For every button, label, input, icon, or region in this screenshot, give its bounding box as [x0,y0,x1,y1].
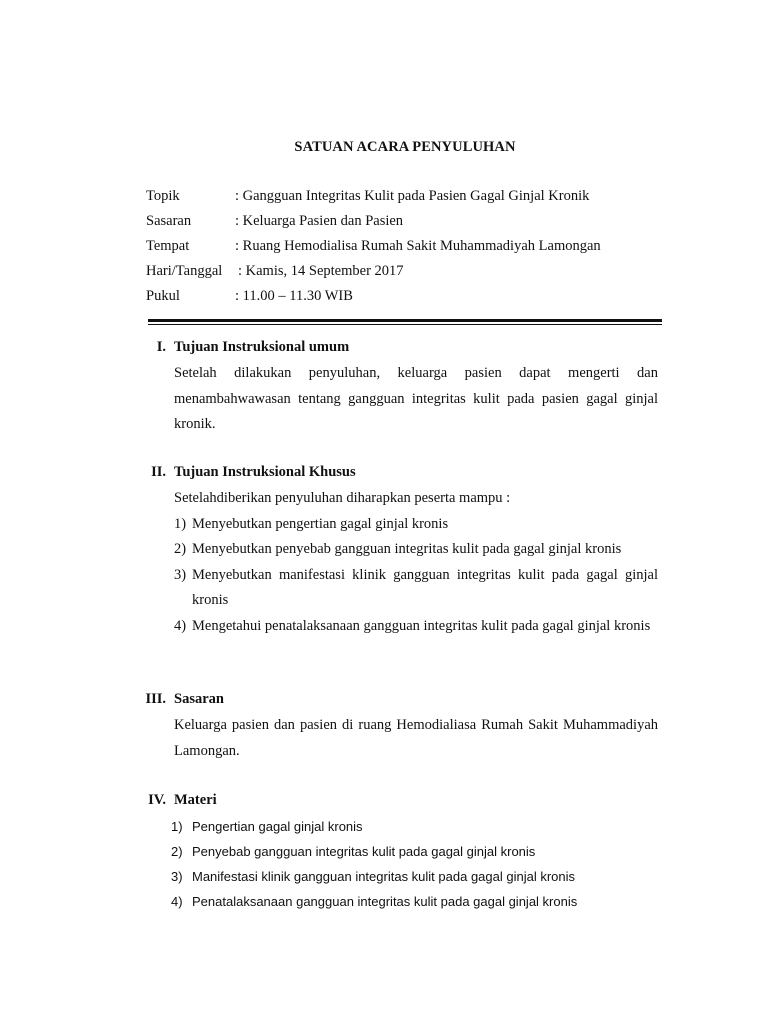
section-paragraph: Setelah dilakukan penyuluhan, keluarga pasien dapat mengerti dan menambahwawasan tentang gangguan integritas kulit pada pasien gagal ginjal kronik. [174,365,658,432]
meta-label: Sasaran [146,213,192,229]
section-heading [140,689,660,713]
meta-value: : Keluarga Pasien dan Pasien [235,213,404,229]
meta-label: Topik [146,188,180,204]
list-item-number: 2) [171,844,183,859]
list-item-number: 3) [174,566,187,583]
section-number: II. [151,464,166,480]
meta-row-tempat [146,236,666,261]
meta-value: : Kamis, 14 September 2017 [238,263,404,279]
list-item [171,839,658,864]
list-item-number: 4) [171,894,183,909]
list-item [171,889,658,914]
section-tujuan-khusus [140,462,660,639]
section-heading [140,462,660,486]
section-heading [140,337,660,361]
double-rule-divider [148,319,662,325]
section-heading [140,790,660,814]
section-number: IV. [148,792,166,808]
divider-thin-line [148,324,662,325]
section-title: Materi [174,792,217,808]
section-number: I. [156,339,166,355]
section-title: Tujuan Instruksional Khusus [174,464,356,480]
list-item [171,814,658,839]
divider-thick-line [148,319,662,322]
list-item-number: 4) [174,617,187,634]
meta-label: Tempat [146,238,190,254]
section-paragraph: Keluarga pasien dan pasien di ruang Hemodialiasa Rumah Sakit Muhammadiyah Lamongan. [174,717,658,759]
list-item [174,537,658,563]
section-title: Sasaran [174,691,224,707]
meta-value: : 11.00 – 11.30 WIB [235,288,353,304]
list-item [174,563,658,614]
meta-value: : Ruang Hemodialisa Rumah Sakit Muhammadiyah Lamongan [235,238,601,254]
list-item-text: Manifestasi klinik gangguan integritas kulit pada gagal ginjal kronis [192,869,576,884]
section-materi [140,790,660,914]
meta-label: Pukul [146,288,180,304]
section-intro: Setelahdiberikan penyuluhan diharapkan peserta mampu : [174,490,511,506]
objective-list [140,512,660,640]
list-item-text: Penyebab gangguan integritas kulit pada gagal ginjal kronis [192,844,536,859]
section-sasaran [140,689,660,764]
list-item-text: Menyebutkan pengertian gagal ginjal kronis [192,515,449,532]
list-item-text: Menyebutkan penyebab gangguan integritas kulit pada gagal ginjal kronis [192,541,622,557]
meta-label: Hari/Tanggal [146,263,223,279]
meta-row-hari-tanggal [146,261,666,286]
materi-list [140,814,660,914]
section-number: III. [145,691,166,707]
meta-row-pukul [146,286,666,311]
meta-value: : Gangguan Integritas Kulit pada Pasien Gagal Ginjal Kronik [235,188,590,204]
meta-block [146,186,666,311]
list-item-text: Menyebutkan manifestasi klinik gangguan integritas kulit pada gagal ginjal kronis [192,566,658,608]
document-title: SATUAN ACARA PENYULUHAN [294,139,516,155]
meta-row-sasaran [146,211,666,236]
list-item-number: 1) [174,515,187,532]
section-title: Tujuan Instruksional umum [174,339,350,355]
section-tujuan-umum [140,337,660,438]
list-item [174,512,658,538]
list-item [174,614,658,640]
list-item-number: 1) [171,819,183,834]
list-item-text: Pengertian gagal ginjal kronis [192,819,363,834]
meta-row-topik [146,186,666,211]
list-item-number: 2) [174,541,187,557]
list-item-text: Mengetahui penatalaksanaan gangguan integritas kulit pada gagal ginjal kronis [192,617,651,634]
list-item-number: 3) [171,869,183,884]
list-item-text: Penatalaksanaan gangguan integritas kulit pada gagal ginjal kronis [192,894,578,909]
list-item [171,864,658,889]
